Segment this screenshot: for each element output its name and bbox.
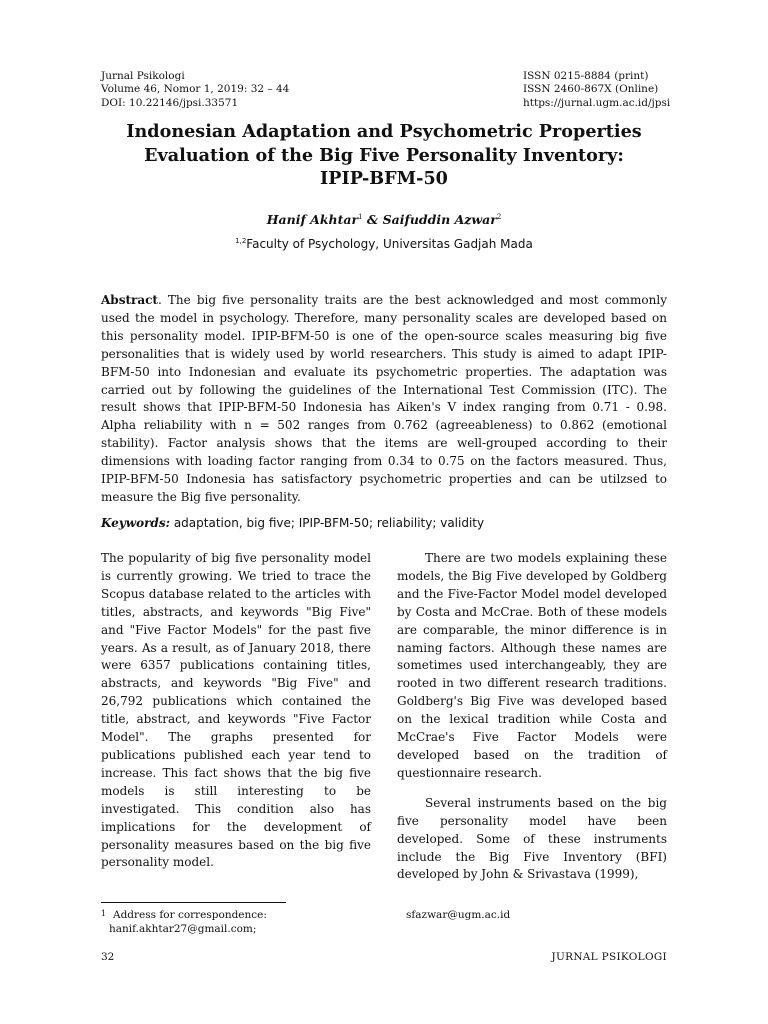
body-paragraph: Several instruments based on the big five personality model have been developed. Some of these instruments include the Big Five Inventory (BFI) developed by John & Srivastava (1999), bbox=[397, 795, 667, 882]
body-column-right bbox=[397, 550, 667, 884]
abstract-text: . The big five personality traits are the best acknowledged and most commonly used the model in psychology. Therefore, many personality scales are developed based on this personality model. IPIP-BFM-50 is one of the open-source scales measuring big five personalities that is widely used by world researchers. This study is aimed to adapt IPIP-BFM-50 into Indonesian and evaluate its psychometric properties. The adaptation was carried out by following the guidelines of the International Test Commission (ITC). The result shows that IPIP-BFM-50 Indonesia has Aiken's V index ranging from 0.71 - 0.98. Alpha reliability with n = 502 ranges from 0.762 (agreeableness) to 0.862 (emotional stability). Factor analysis shows that the items are well-grouped according to their dimensions with loading factor ranging from 0.34 to 0.75 on the factors measured. Thus, IPIP-BFM-50 Indonesia has satisfactory psychometric properties and can be utilzsed to measure the Big five personality. bbox=[101, 293, 667, 504]
paper-title bbox=[90, 120, 678, 191]
title-line-1: Indonesian Adaptation and Psychometric Properties bbox=[126, 121, 642, 142]
footer-journal: JURNAL PSIKOLOGI bbox=[551, 951, 667, 963]
author-list bbox=[90, 212, 678, 227]
body-paragraph: The popularity of big five personality model is currently growing. We tried to trace the Scopus database related to the articles with titles, abstracts, and keywords "Big Five" and "Five Factor Models" for the past five years. As a result, as of January 2018, there were 6357 publications containing titles, abstracts, and keywords "Big Five" and 26,792 publications which contained the title, abstract, and keywords "Five Factor Model". The graphs presented for publications published each year tend to increase. This fact shows that the big five models is still interesting to be investigated. This condition also has implications for the development of personality measures based on the big five personality model. bbox=[101, 551, 371, 870]
affiliation-sup: 1,2 bbox=[235, 237, 247, 245]
footnote-label: Address for correspondence: bbox=[113, 909, 267, 921]
author-separator: & bbox=[362, 212, 383, 227]
journal-doi: DOI: 10.22146/jpsi.33571 bbox=[101, 96, 239, 109]
page-number: 32 bbox=[101, 951, 115, 963]
author-sup: 2 bbox=[496, 212, 502, 221]
footnote-email[interactable]: hanif.akhtar27@gmail.com; bbox=[109, 923, 257, 935]
keywords-text: adaptation, big five; IPIP-BFM-50; reliability; validity bbox=[170, 516, 485, 530]
footnote-email[interactable]: sfazwar@ugm.ac.id bbox=[406, 909, 511, 921]
journal-header-right bbox=[523, 70, 683, 110]
affiliation bbox=[90, 237, 678, 251]
journal-name: Jurnal Psikologi bbox=[101, 70, 185, 82]
journal-volume: Volume 46, Nomor 1, 2019: 32 – 44 bbox=[101, 83, 290, 96]
journal-header-left bbox=[101, 70, 421, 110]
issn-print: ISSN 0215-8884 (print) bbox=[523, 70, 649, 82]
footnote-number: 1 bbox=[101, 909, 107, 918]
affiliation-text: Faculty of Psychology, Universitas Gadjah Mada bbox=[246, 237, 533, 251]
title-line-3: IPIP-BFM-50 bbox=[320, 168, 448, 190]
abstract bbox=[101, 292, 667, 507]
body-column-left bbox=[101, 550, 371, 872]
issn-online: ISSN 2460-867X (Online) bbox=[523, 83, 659, 96]
journal-url[interactable]: https://jurnal.ugm.ac.id/jpsi bbox=[523, 96, 671, 109]
author-name: Hanif Akhtar bbox=[266, 212, 359, 227]
footnote-divider bbox=[101, 902, 286, 903]
abstract-label: Abstract bbox=[101, 293, 158, 307]
title-line-2: Evaluation of the Big Five Personality Inventory: bbox=[144, 144, 624, 166]
keywords bbox=[101, 516, 667, 530]
body-paragraph: There are two models explaining these models, the Big Five developed by Goldberg and the Five-Factor Model model developed by Costa and McCrae. Both of these models are comparable, the minor difference is in naming factors. Although these names are sometimes used interchangeably, they are rooted in two different research traditions. Goldberg's Big Five was developed based on the lexical tradition while Costa and McCrae's Five Factor Models were developed based on the tradition of questionnaire research. bbox=[397, 551, 667, 780]
author-sup: 1 bbox=[358, 212, 363, 221]
author-name: Saifuddin Azwar bbox=[382, 212, 497, 227]
keywords-label: Keywords: bbox=[101, 516, 171, 530]
